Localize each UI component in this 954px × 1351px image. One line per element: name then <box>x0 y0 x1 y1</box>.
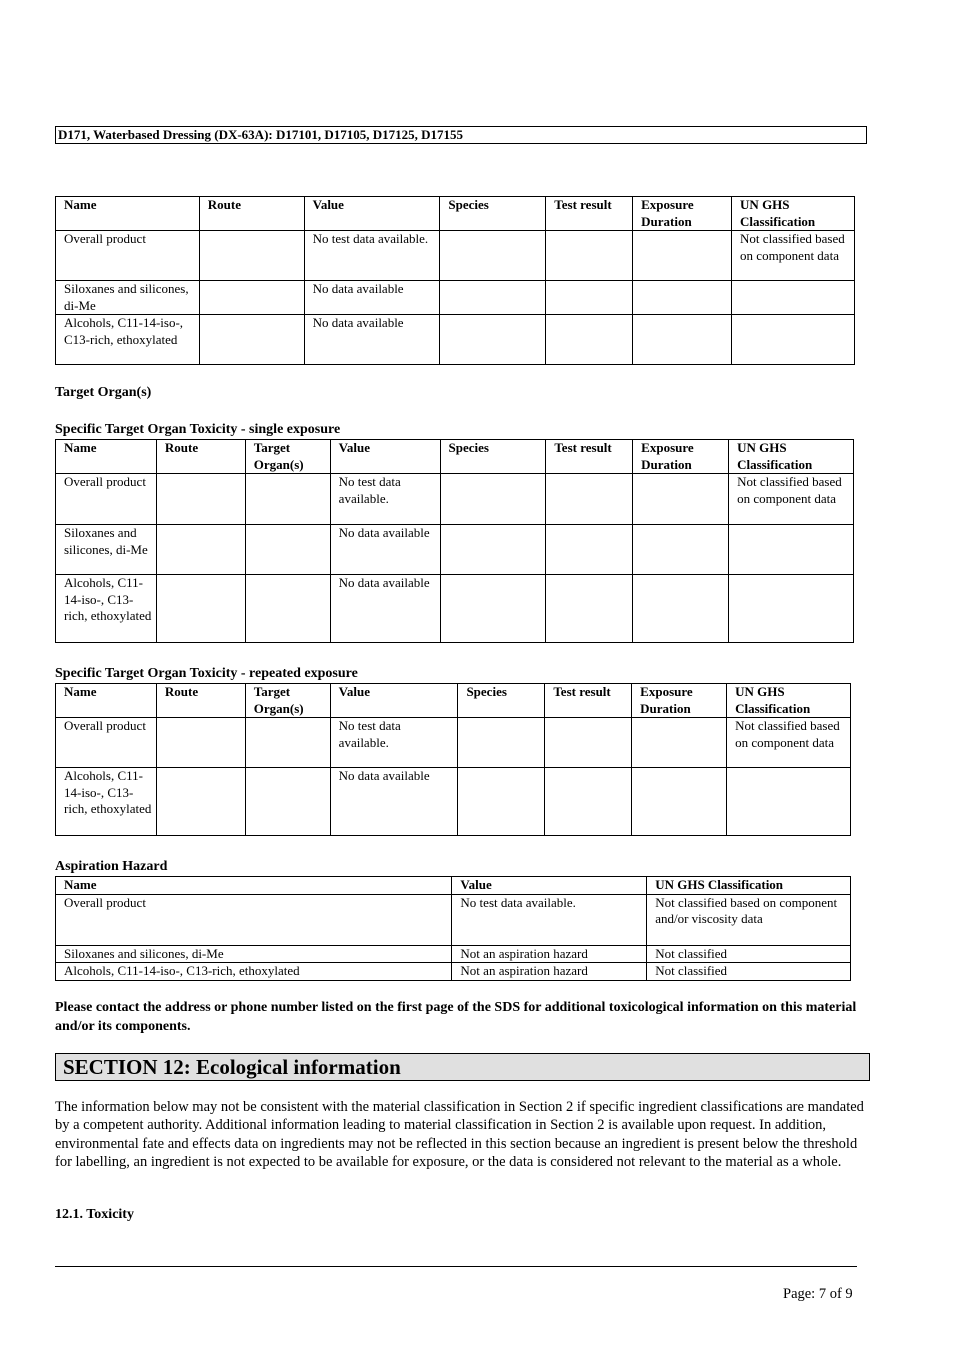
column-header: UN GHS Classification <box>647 877 851 895</box>
table-cell: Not classified based on component data <box>732 231 855 281</box>
table-cell <box>440 281 546 315</box>
table-cell <box>440 474 546 525</box>
table-cell <box>440 315 546 365</box>
table-cell <box>245 575 330 643</box>
table-row <box>56 474 854 525</box>
table-cell <box>245 768 330 836</box>
table-row <box>56 525 854 575</box>
column-header: Route <box>156 440 245 474</box>
single-exposure-caption: Specific Target Organ Toxicity - single exposure <box>55 422 341 437</box>
column-header: Species <box>440 440 546 474</box>
table-cell <box>199 281 304 315</box>
table-cell: Not classified based on component data <box>729 474 854 525</box>
column-header: Route <box>156 684 245 718</box>
table-cell <box>245 525 330 575</box>
table-cell <box>546 281 633 315</box>
table-cell <box>633 281 732 315</box>
column-header: UN GHS Classification <box>729 440 854 474</box>
document-header: D171, Waterbased Dressing (DX-63A): D17101, D17105, D17125, D17155 <box>55 126 867 144</box>
table-cell <box>727 768 851 836</box>
table-cell <box>633 525 729 575</box>
table-row <box>56 718 851 768</box>
section-12-paragraph: The information below may not be consistent with the material classification in Section 2 if specific ingredient classifications are mandated by a competent authority. Additional information leading to material classification in Section 2 is available upon request. In addition, environmental fate and effects data on ingredients may not be reflected in this section because an ingredient is present below the threshold for labelling, an ingredient is not expected to be available for exposure, or the data is considered not relevant to the material as a whole. <box>55 1099 864 1170</box>
table-cell <box>546 575 633 643</box>
aspiration-hazard-caption: Aspiration Hazard <box>55 859 168 874</box>
table-cell: Overall product <box>56 474 157 525</box>
footer-rule <box>55 1266 857 1267</box>
table-cell <box>633 315 732 365</box>
column-header: Name <box>56 877 452 895</box>
table-cell: Alcohols, C11-14-iso-, C13-rich, ethoxylated <box>56 315 200 365</box>
table-row <box>56 963 851 981</box>
table-cell <box>156 575 245 643</box>
column-header: Value <box>452 877 647 895</box>
repeated-exposure-caption: Specific Target Organ Toxicity - repeated exposure <box>55 666 358 681</box>
table-cell <box>545 718 632 768</box>
column-header: Route <box>199 197 304 231</box>
table-cell <box>546 231 633 281</box>
table-row <box>56 281 855 315</box>
contact-note: Please contact the address or phone number listed on the first page of the SDS for additional toxicological information on this material and/or its components. <box>55 1000 857 1034</box>
column-header: Test result <box>545 684 632 718</box>
table-cell: Not classified based on component data <box>727 718 851 768</box>
column-header: Exposure Duration <box>633 197 732 231</box>
toxicity-subheading: 12.1. Toxicity <box>55 1207 134 1222</box>
column-header: Test result <box>546 197 633 231</box>
table-cell: Not classified <box>647 963 851 981</box>
table-cell: No test data available. <box>304 231 440 281</box>
table-cell <box>546 315 633 365</box>
column-header: Value <box>330 684 458 718</box>
table-cell: Alcohols, C11-14-iso-, C13-rich, ethoxylated <box>56 575 157 643</box>
column-header: Name <box>56 684 157 718</box>
table-cell <box>440 525 546 575</box>
table-cell: No test data available. <box>330 474 440 525</box>
table-row <box>56 575 854 643</box>
table-cell <box>156 474 245 525</box>
table-cell: No data available <box>330 525 440 575</box>
table-cell <box>440 231 546 281</box>
acute-toxicity-table <box>55 196 855 365</box>
table-cell <box>199 231 304 281</box>
table-cell: Overall product <box>56 894 452 945</box>
table-cell <box>633 575 729 643</box>
page-number: Page: 7 of 9 <box>783 1286 853 1302</box>
table-cell: No test data available. <box>330 718 458 768</box>
table-cell: No data available <box>330 768 458 836</box>
table-cell <box>729 525 854 575</box>
repeated-exposure-table <box>55 683 851 836</box>
column-header: Name <box>56 440 157 474</box>
table-cell <box>732 281 855 315</box>
column-header: Test result <box>546 440 633 474</box>
column-header: Species <box>458 684 545 718</box>
table-row <box>56 231 855 281</box>
table-cell: Overall product <box>56 718 157 768</box>
table-cell <box>156 718 245 768</box>
table-cell: Siloxanes and silicones, di-Me <box>56 945 452 963</box>
table-cell: Alcohols, C11-14-iso-, C13-rich, ethoxylated <box>56 963 452 981</box>
column-header: Exposure Duration <box>632 684 727 718</box>
column-header: Value <box>330 440 440 474</box>
column-header: UN GHS Classification <box>732 197 855 231</box>
table-cell <box>632 718 727 768</box>
table-cell: No test data available. <box>452 894 647 945</box>
table-cell <box>729 575 854 643</box>
table-cell <box>458 718 545 768</box>
table-cell <box>245 718 330 768</box>
table-row <box>56 894 851 945</box>
table-cell: Not classified based on component and/or viscosity data <box>647 894 851 945</box>
table-cell: No data available <box>304 281 440 315</box>
table-cell <box>546 474 633 525</box>
table-row <box>56 945 851 963</box>
table-cell <box>546 525 633 575</box>
table-cell: Not classified <box>647 945 851 963</box>
table-row <box>56 768 851 836</box>
table-cell <box>732 315 855 365</box>
table-cell: Overall product <box>56 231 200 281</box>
column-header: Target Organ(s) <box>245 440 330 474</box>
table-cell <box>632 768 727 836</box>
table-cell <box>458 768 545 836</box>
table-cell: Not an aspiration hazard <box>452 945 647 963</box>
table-cell <box>245 474 330 525</box>
table-cell <box>545 768 632 836</box>
table-cell <box>156 768 245 836</box>
table-cell: No data available <box>304 315 440 365</box>
table-cell <box>440 575 546 643</box>
column-header: Target Organ(s) <box>245 684 330 718</box>
table-cell: No data available <box>330 575 440 643</box>
table-cell <box>199 315 304 365</box>
aspiration-hazard-table <box>55 876 851 981</box>
table-cell: Siloxanes and silicones, di-Me <box>56 525 157 575</box>
column-header: Name <box>56 197 200 231</box>
column-header: UN GHS Classification <box>727 684 851 718</box>
table-cell <box>633 474 729 525</box>
table-cell: Siloxanes and silicones, di-Me <box>56 281 200 315</box>
table-cell: Alcohols, C11-14-iso-, C13-rich, ethoxylated <box>56 768 157 836</box>
single-exposure-table <box>55 439 854 643</box>
column-header: Exposure Duration <box>633 440 729 474</box>
section-12-title: SECTION 12: Ecological information <box>55 1053 870 1081</box>
column-header: Value <box>304 197 440 231</box>
table-cell <box>633 231 732 281</box>
table-cell: Not an aspiration hazard <box>452 963 647 981</box>
target-organs-heading: Target Organ(s) <box>55 385 152 400</box>
table-cell <box>156 525 245 575</box>
table-row <box>56 315 855 365</box>
column-header: Species <box>440 197 546 231</box>
